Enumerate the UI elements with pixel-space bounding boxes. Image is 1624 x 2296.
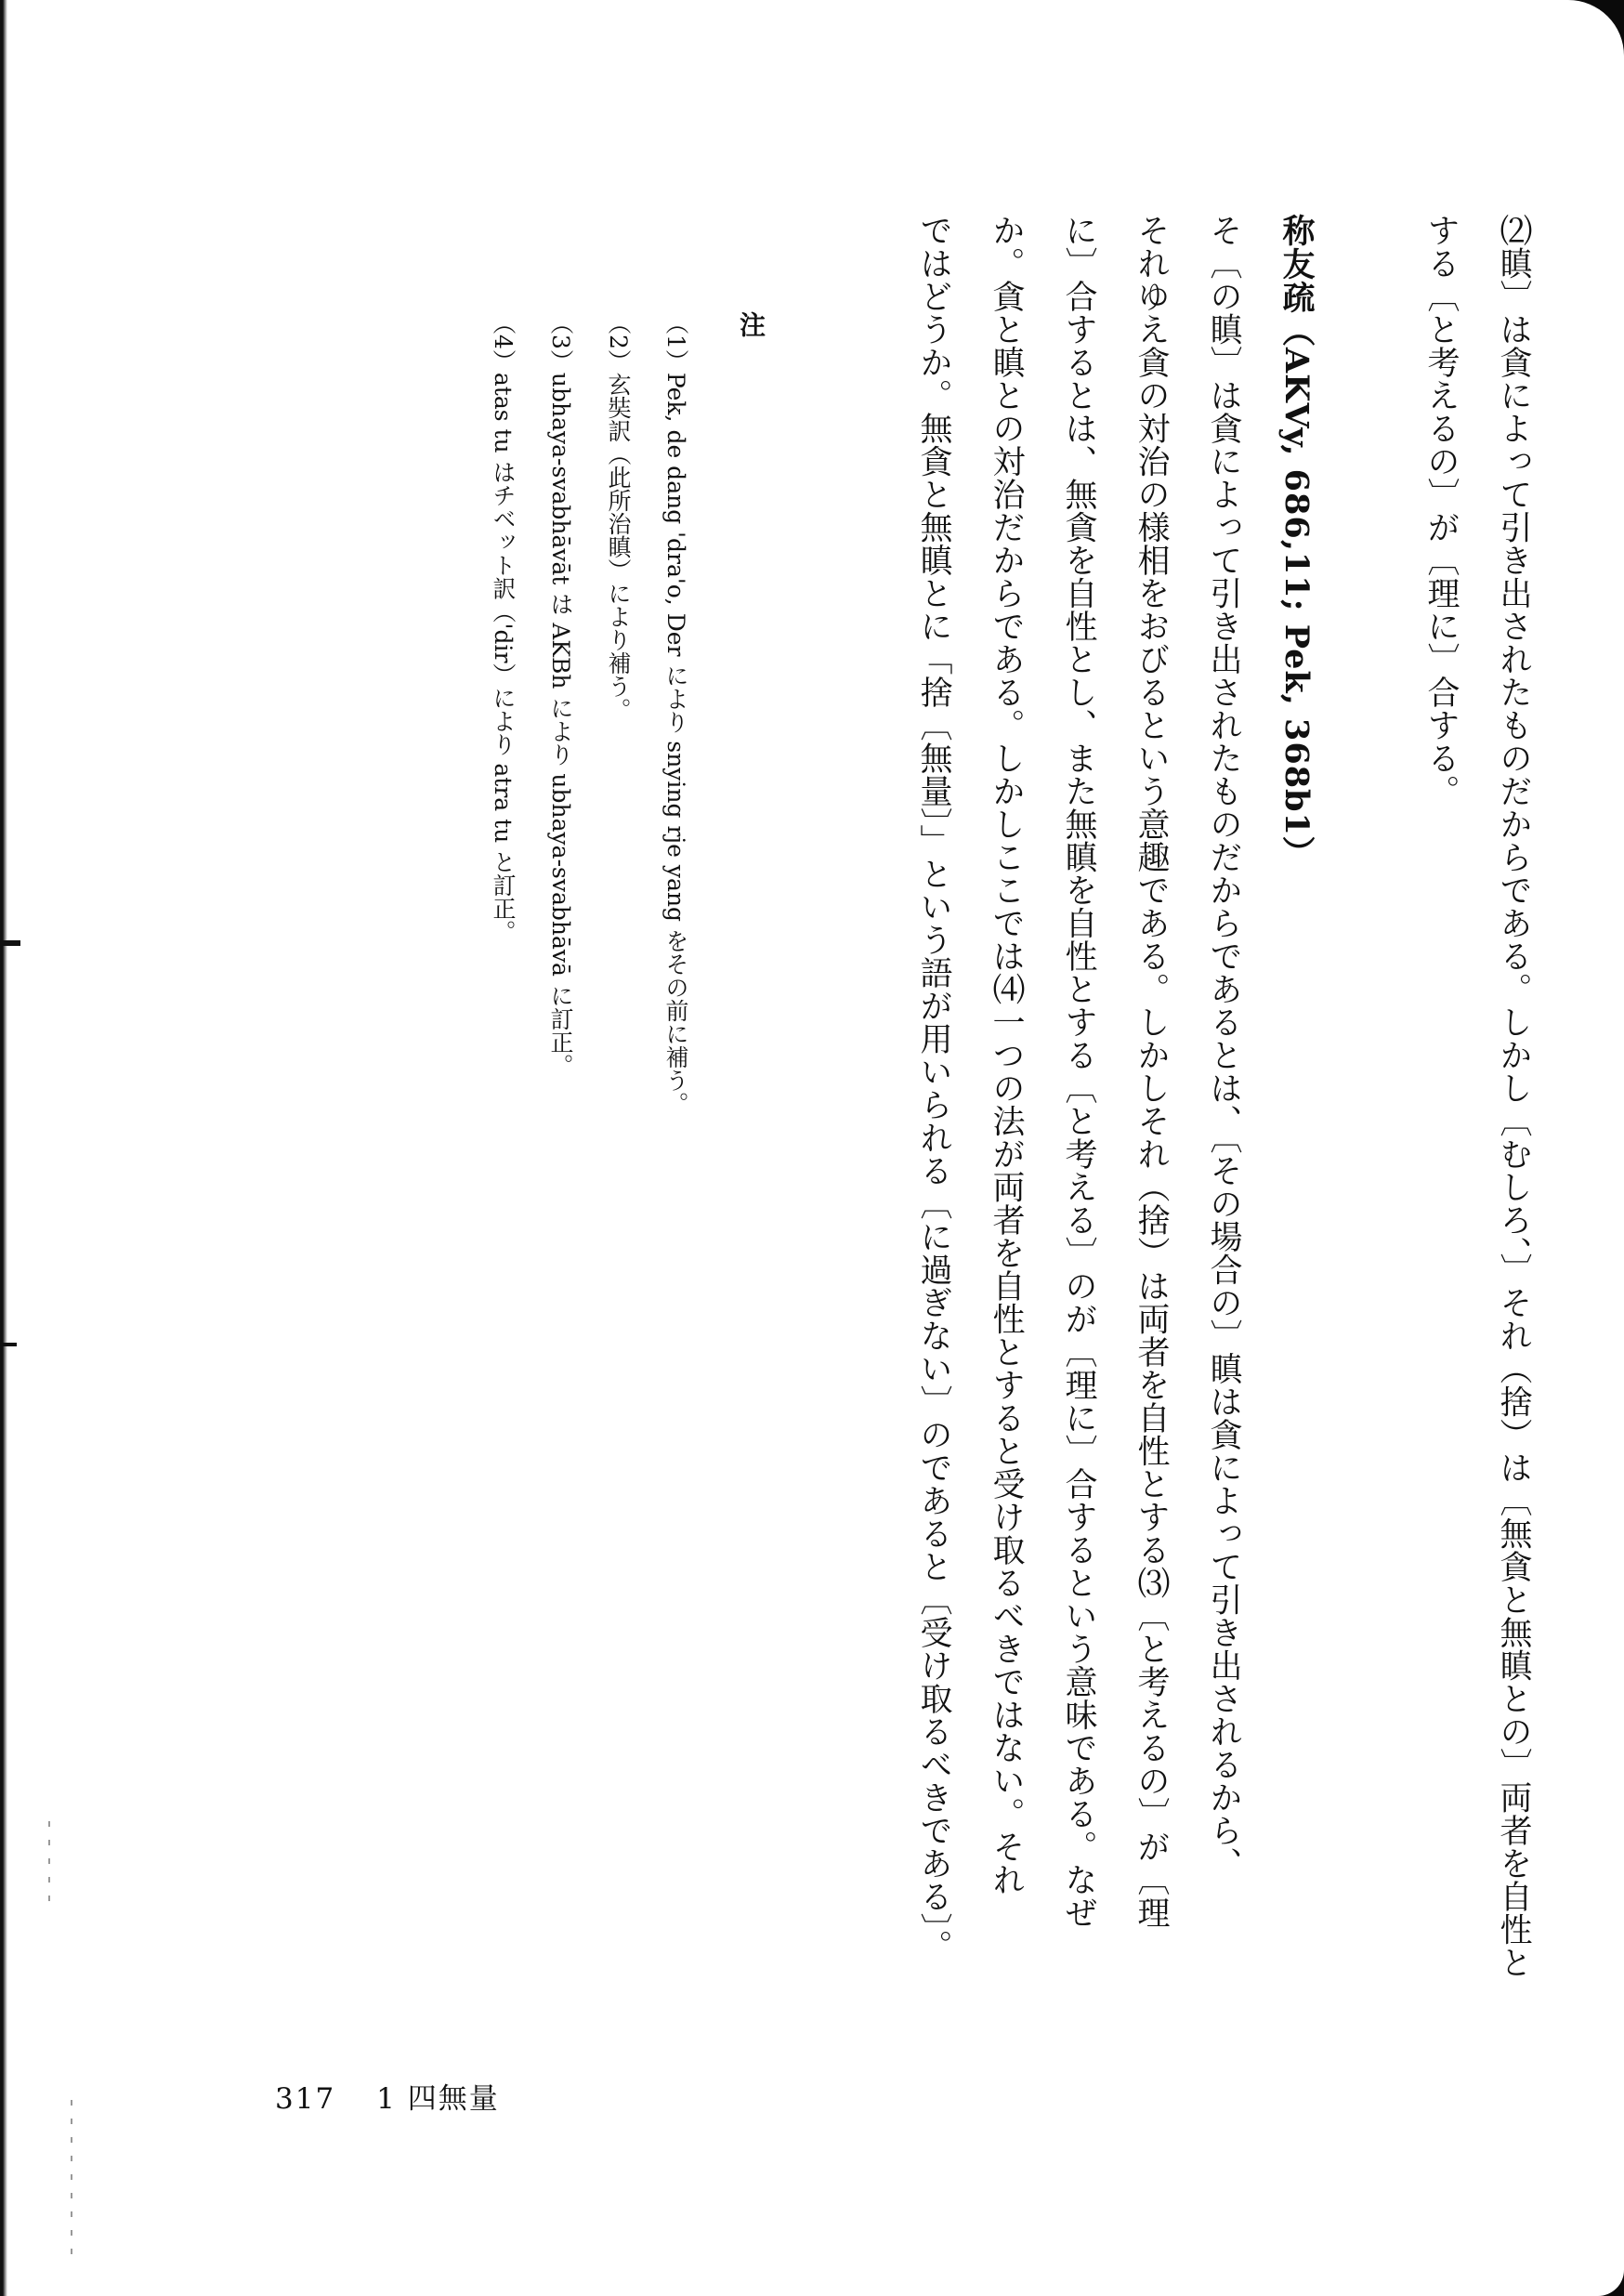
note-item: （1）Pek, de dang 'dra'o, Der により snying rje yang をその前に補う。 bbox=[662, 311, 689, 1116]
text-column: する〔と考えるの〕が〔理に〕合する。 bbox=[1422, 214, 1460, 807]
text-column: か。貪と瞋との対治だからである。しかしここでは⑷一つの法が両者を自性とすると受け取るべきではない。それ bbox=[988, 214, 1025, 1896]
main-text-block bbox=[897, 214, 1550, 2035]
scan-mark bbox=[0, 940, 20, 946]
scan-mark bbox=[0, 1343, 17, 1346]
scan-dash bbox=[48, 1821, 50, 1905]
text-column: そ〔の瞋〕は貪によって引き出されたものだからであるとは、〔その場合の〕瞋は貪によって引き出されるから、 bbox=[1205, 214, 1242, 1880]
section-heading: 称友疏（AKVy, 686,11; Pek, 368b1） bbox=[1277, 214, 1316, 870]
column-gap bbox=[1332, 214, 1405, 2035]
page-footer bbox=[275, 2075, 500, 2117]
text-column: ではどうか。無貪と無瞋とに「捨〔無量〕」という語が用いられる〔に過ぎない〕のであると〔受け取るべきである〕。 bbox=[915, 214, 952, 1962]
notes-title: 注 bbox=[736, 311, 766, 337]
text-column: に〕合するとは、無貪を自性とし、また無瞋を自性とする〔と考える〕のが〔理に〕合するという意味である。なぜ bbox=[1060, 214, 1097, 1929]
text-column: ⑵瞋〕は貪によって引き出されたものだからである。しかし〔むしろ、〕それ（捨）は〔無貪と無瞋との〕両者を自性と bbox=[1495, 214, 1532, 1979]
page-number: 317 bbox=[275, 2082, 336, 2116]
running-section-title: 1 四無量 bbox=[376, 2082, 500, 2116]
scan-edge-shadow bbox=[0, 0, 7, 2296]
text-column: それゆえ貪の対治の様相をおびるという意趣である。しかしそれ（捨）は両者を自性とする⑶〔と考えるの〕が〔理 bbox=[1133, 214, 1170, 1929]
note-item: （4）atas tu はチベット訳（'dir）により atra tu と訂正。 bbox=[490, 311, 517, 944]
scan-dash bbox=[71, 2100, 72, 2267]
note-item: （3）ubhaya-svabhāvāt は AKBh により ubhaya-svabhāvā に訂正。 bbox=[547, 311, 574, 1077]
note-item: （2）玄奘訳（此所治瞋）により補う。 bbox=[605, 311, 632, 721]
notes-block bbox=[474, 311, 769, 1612]
